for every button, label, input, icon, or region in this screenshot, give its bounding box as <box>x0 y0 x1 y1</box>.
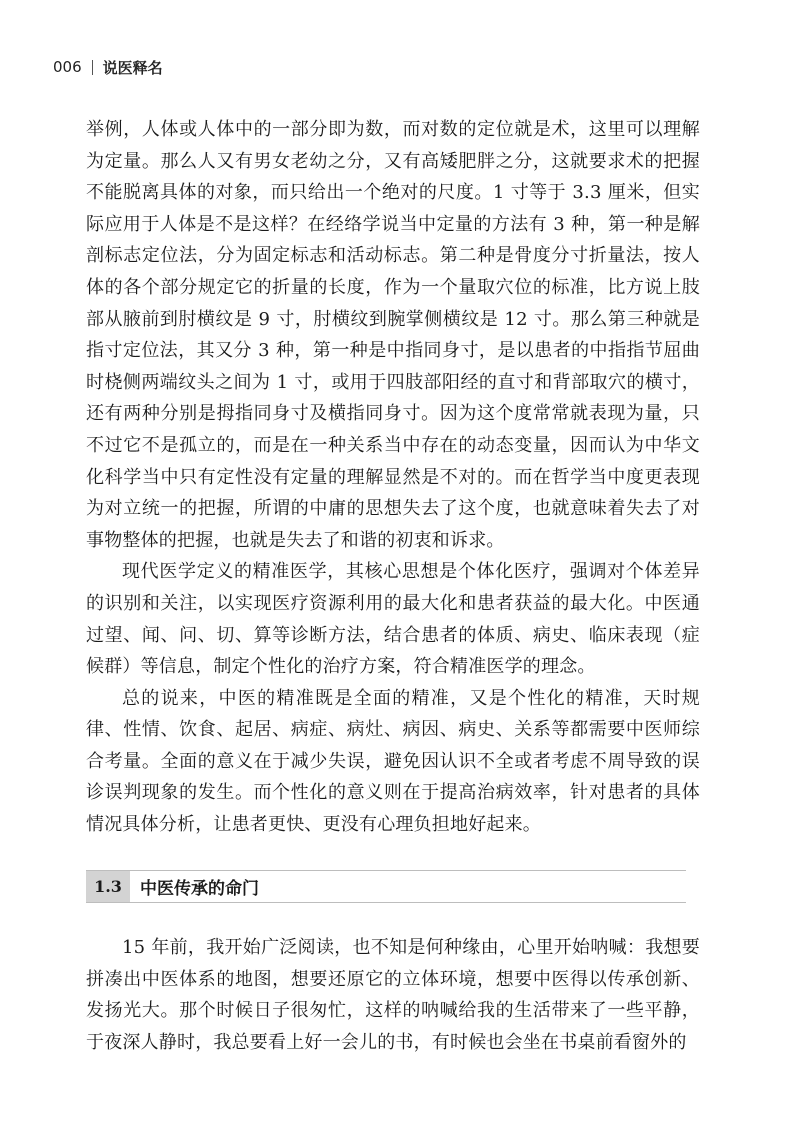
section-number: 1.3 <box>86 871 130 902</box>
paragraph-section-intro: 15 年前，我开始广泛阅读，也不知是何种缘由，心里开始呐喊：我想要拼凑出中医体系的地图，想要还原它的立体环境，想要中医得以传承创新、发扬光大。那个时候日子很匆忙，这样的呐喊给我的生活带来了一些平静，于夜深人静时，我总要看上好一会儿的书，有时候也会坐在书桌前看窗外的 <box>86 937 700 1053</box>
book-title: 说医释名 <box>102 58 163 77</box>
page-number: 006 <box>53 58 82 76</box>
paragraph-precision-medicine: 现代医学定义的精准医学，其核心思想是个体化医疗，强调对个体差异的识别和关注，以实现医疗资源利用的最大化和患者获益的最大化。中医通过望、闻、问、切、算等诊断方法，结合患者的体质、病史、临床表现（症候群）等信息，制定个性化的治疗方案，符合精准医学的理念。 <box>86 561 700 678</box>
header-divider <box>92 60 93 75</box>
section-title: 中医传承的命门 <box>140 879 259 899</box>
section-text <box>86 932 700 1058</box>
running-header <box>53 55 163 79</box>
paragraph-summary: 总的说来，中医的精准既是全面的精准，又是个性化的精准，天时规律、性情、饮食、起居、病症、病灶、病因、病史、关系等都需要中医师综合考量。全面的意义在于减少失误，避免因认识不全或者考虑不周导致的误诊误判现象的发生。而个性化的意义则在于提高治病效率，针对患者的具体情况具体分析，让患者更快、更没有心理负担地好起来。 <box>86 687 700 836</box>
section-heading <box>86 870 686 903</box>
paragraph-continued: 举例，人体或人体中的一部分即为数，而对数的定位就是术，这里可以理解为定量。那么人又有男女老幼之分，又有高矮肥胖之分，这就要求术的把握不能脱离具体的对象，而只给出一个绝对的尺度。1 寸等于 3.3 厘米，但实际应用于人体是不是这样？在经络学说当中定量的方法有 3 种，第一种是解剖标志定位法，分为固定标志和活动标志。第二种是骨度分寸折量法，按人体的各个部分规定它的折量的长度，作为一个量取穴位的标准，比方说上肢部从腋前到肘横纹是 9 寸，肘横纹到腕掌侧横纹是 12 寸。那么第三种就是指寸定位法，其又分 3 种，第一种是中指同身寸，是以患者的中指指节屈曲时桡侧两端纹头之间为 1 寸，或用于四肢部阳经的直寸和背部取穴的横寸，还有两种分别是拇指同身寸及横指同身寸。因为这个度常常就表现为量，只不过它不是孤立的，而是在一种关系当中存在的动态变量，因而认为中华文化科学当中只有定性没有定量的理解显然是不对的。而在哲学当中度更表现为对立统一的把握，所谓的中庸的思想失去了这个度，也就意味着失去了对事物整体的把握，也就是失去了和谐的初衷和诉求。 <box>86 119 700 551</box>
main-text <box>86 114 700 841</box>
